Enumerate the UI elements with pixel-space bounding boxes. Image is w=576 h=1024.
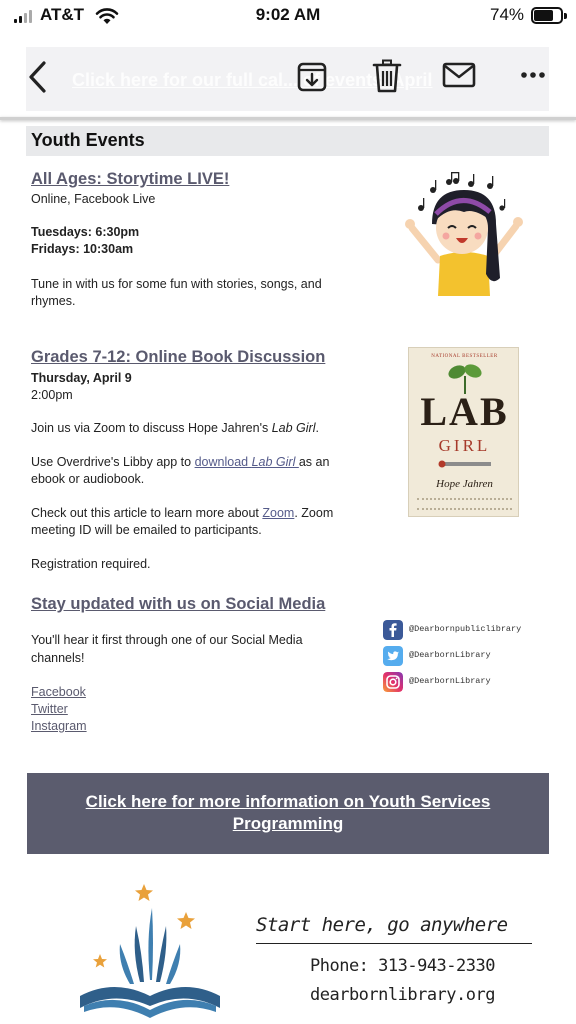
cover-blurb bbox=[417, 498, 512, 510]
social-media-link[interactable]: Stay updated with us on Social Media bbox=[31, 595, 326, 613]
more-icon[interactable] bbox=[520, 67, 546, 83]
twitter-icon bbox=[383, 646, 403, 666]
youth-services-banner bbox=[27, 773, 549, 854]
cover-title-girl: GIRL bbox=[438, 436, 491, 455]
cover-author: Hope Jahren bbox=[436, 478, 493, 490]
book-discussion-zoom-text-line2: meeting ID will be emailed to participants. bbox=[31, 523, 262, 537]
join-book-title: Lab Girl bbox=[271, 421, 316, 435]
cover-tag: NATIONAL BESTSELLER bbox=[431, 354, 498, 359]
carrier-label: AT&T bbox=[40, 5, 85, 24]
twitter-link[interactable]: Twitter bbox=[31, 702, 68, 716]
book-discussion-libby-text bbox=[31, 454, 329, 471]
facebook-link[interactable]: Facebook bbox=[31, 685, 86, 699]
status-bar bbox=[0, 0, 576, 34]
registration-note: Registration required. bbox=[31, 557, 151, 571]
instagram-handle: @DearbornLibrary bbox=[409, 676, 491, 686]
library-website: dearbornlibrary.org bbox=[310, 985, 495, 1005]
facebook-handle: @Dearbornpubliclibrary bbox=[409, 624, 522, 634]
singing-girl-illustration bbox=[398, 168, 530, 298]
tagline-divider bbox=[256, 943, 532, 944]
libby-prefix: Use Overdrive's Libby app to bbox=[31, 455, 195, 469]
banner-line1: Click here for more information on Youth Services bbox=[85, 792, 491, 811]
twitter-handle: @DearbornLibrary bbox=[409, 650, 491, 660]
download-link-text: download bbox=[194, 455, 252, 469]
trash-icon[interactable] bbox=[372, 59, 402, 93]
libby-suffix: as an bbox=[298, 455, 330, 469]
battery-icon bbox=[531, 7, 563, 24]
storytime-description-line2: rhymes. bbox=[31, 294, 76, 308]
battery-percent: 74% bbox=[490, 5, 525, 24]
book-discussion-time: 2:00pm bbox=[31, 388, 73, 402]
toolbar-divider bbox=[0, 117, 576, 120]
library-phone: Phone: 313-943-2330 bbox=[310, 956, 495, 976]
facebook-icon bbox=[383, 620, 403, 640]
zoom-prefix: Check out this article to learn more about bbox=[31, 506, 263, 520]
lab-girl-book-cover[interactable] bbox=[408, 347, 519, 517]
pencil-icon bbox=[437, 460, 493, 468]
storytime-link[interactable]: All Ages: Storytime LIVE! bbox=[31, 170, 230, 188]
banner-line2: Programming bbox=[232, 814, 344, 833]
download-lab-girl-link[interactable] bbox=[195, 455, 299, 469]
mail-icon[interactable] bbox=[442, 62, 476, 88]
instagram-link[interactable]: Instagram bbox=[31, 719, 87, 733]
book-discussion-libby-text-line2: ebook or audiobook. bbox=[31, 472, 145, 486]
book-discussion-date: Thursday, April 9 bbox=[31, 371, 132, 385]
archive-icon[interactable] bbox=[296, 59, 328, 93]
zoom-suffix: . Zoom bbox=[294, 506, 334, 520]
clock: 9:02 AM bbox=[255, 5, 321, 24]
mail-toolbar bbox=[26, 47, 549, 111]
back-chevron-icon[interactable] bbox=[26, 59, 50, 95]
join-suffix: . bbox=[315, 421, 319, 435]
youth-services-link[interactable] bbox=[27, 791, 549, 835]
storytime-tuesdays: Tuesdays: 6:30pm bbox=[31, 225, 140, 239]
join-prefix: Join us via Zoom to discuss Hope Jahren's bbox=[31, 421, 272, 435]
social-description-line1: You'll hear it first through one of our Social Media bbox=[31, 633, 303, 647]
download-link-book: Lab Girl bbox=[251, 455, 299, 469]
book-discussion-join-text bbox=[31, 420, 319, 437]
section-title: Youth Events bbox=[31, 130, 145, 150]
header-link-ghost-text: Click here for our full cal... of events. April bbox=[72, 70, 433, 90]
book-discussion-link[interactable]: Grades 7-12: Online Book Discussion bbox=[31, 348, 326, 366]
storytime-fridays: Fridays: 10:30am bbox=[31, 242, 134, 256]
storytime-description-line1: Tune in with us for some fun with stories, songs, and bbox=[31, 277, 322, 291]
social-description-line2: channels! bbox=[31, 651, 85, 665]
cover-title-lab: LAB bbox=[420, 389, 509, 434]
instagram-icon bbox=[383, 672, 403, 692]
storytime-location: Online, Facebook Live bbox=[31, 192, 156, 206]
library-tagline: Start here, go anywhere bbox=[256, 914, 508, 936]
zoom-article-link[interactable]: Zoom bbox=[262, 506, 295, 520]
youth-events-header bbox=[26, 126, 549, 156]
book-discussion-zoom-text bbox=[31, 505, 333, 522]
dearborn-library-logo bbox=[70, 880, 230, 1020]
